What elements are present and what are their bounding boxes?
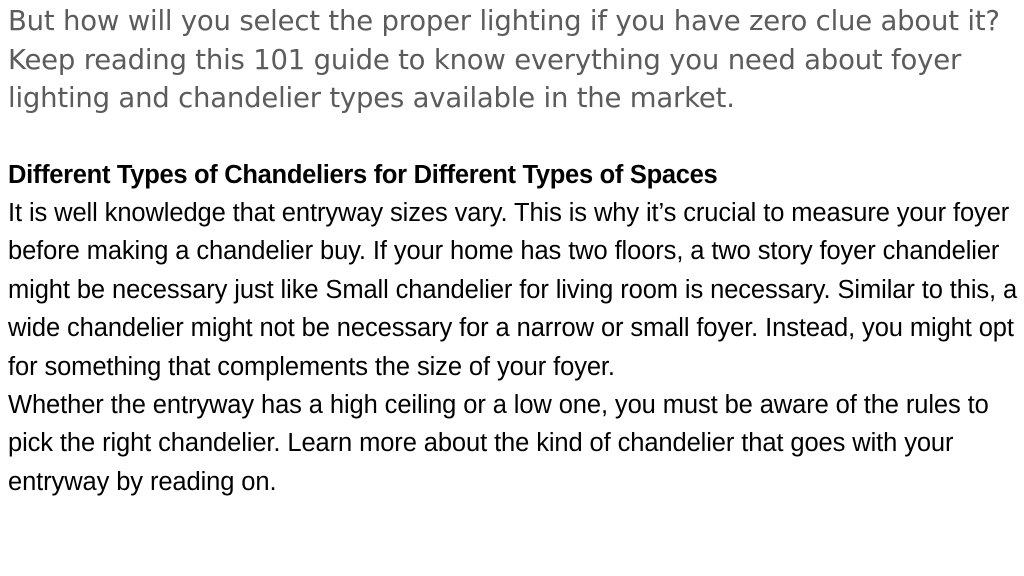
slide-content xyxy=(8,2,1020,501)
section-heading: Different Types of Chandeliers for Different Types of Spaces xyxy=(8,160,718,189)
body-paragraph-1: It is well knowledge that entryway sizes vary. This is why it’s crucial to measure your foyer before making a chandelier buy. If your home has two floors, a two story foyer chandelier might be necessary just like Small chandelier for living room is necessary. Similar to this, a wide chandelier might not be necessary for a narrow or small foyer. Instead, you might opt for something that complements the size of your foyer. xyxy=(8,199,1018,381)
blank-line xyxy=(8,118,1020,156)
body-paragraph-2: Whether the entryway has a high ceiling or a low one, you must be aware of the rules to pick the right chandelier. Learn more about the kind of chandelier that goes with your entryway by reading on. xyxy=(8,391,989,496)
intro-paragraph: But how will you select the proper lighting if you have zero clue about it? Keep reading this 101 guide to know everything you need about foyer lighting and chandelier types available in the market. xyxy=(8,5,1000,114)
